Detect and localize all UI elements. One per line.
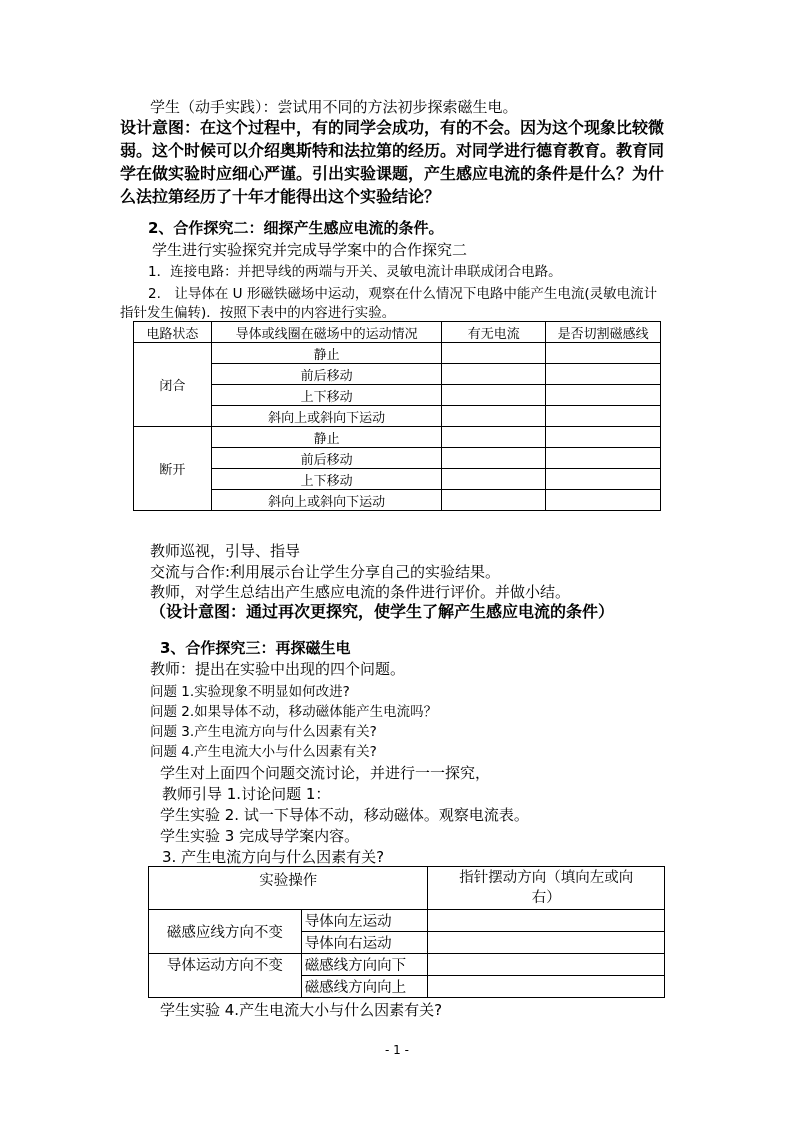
text-line: 3. 产生电流方向与什么因素有关?	[162, 848, 385, 866]
empty-cell	[442, 448, 546, 469]
operation-cell: 磁感线方向向下	[301, 954, 428, 976]
motion-cell: 上下移动	[211, 385, 442, 406]
question-line: 问题 2.如果导体不动，移动磁体能产生电流吗？	[150, 704, 438, 720]
design-intent-line: （设计意图：通过再次更探究，使学生了解产生感应电流的条件）	[150, 602, 615, 621]
motion-cell: 斜向上或斜向下运动	[211, 406, 442, 427]
text-line: 教师引导 1.讨论问题 1：	[162, 785, 331, 803]
motion-cell: 静止	[211, 427, 442, 448]
table-row	[134, 469, 661, 490]
empty-cell	[442, 427, 546, 448]
text-line: 学生（动手实践）：尝试用不同的方法初步探索磁生电。	[150, 98, 518, 116]
section-heading: 2、合作探究二：细探产生感应电流的条件。	[148, 219, 444, 237]
table-header: 实验操作	[149, 867, 428, 910]
condition-cell: 磁感应线方向不变	[149, 910, 302, 954]
empty-cell	[442, 490, 546, 511]
text-line: 学生实验 3 完成导学案内容。	[160, 827, 360, 845]
empty-cell	[546, 343, 661, 364]
text-line: 学生实验 4.产生电流大小与什么因素有关?	[160, 1001, 443, 1019]
operation-cell: 导体向右运动	[301, 932, 428, 954]
empty-cell	[546, 364, 661, 385]
table-row	[149, 910, 665, 932]
motion-cell: 斜向上或斜向下运动	[211, 490, 442, 511]
empty-cell	[428, 910, 665, 932]
table-header: 导体或线圈在磁场中的运动情况	[211, 322, 442, 343]
motion-cell: 前后移动	[211, 448, 442, 469]
circuit-state-cell: 闭合	[134, 343, 212, 427]
table-header-line: 指针摆动方向（填向左或向	[459, 870, 634, 886]
empty-cell	[546, 469, 661, 490]
table-header-row	[134, 322, 661, 343]
empty-cell	[442, 343, 546, 364]
table-row	[149, 954, 665, 976]
experiment-table-1	[133, 321, 661, 511]
experiment-table-2	[148, 866, 665, 998]
empty-cell	[546, 427, 661, 448]
text-line: 教师，对学生总结出产生感应电流的条件进行评价。并做小结。	[150, 583, 571, 601]
question-line: 问题 1.实验现象不明显如何改进?	[150, 684, 350, 700]
condition-cell: 导体运动方向不变	[149, 954, 302, 998]
empty-cell	[428, 932, 665, 954]
table-row	[134, 343, 661, 364]
table-header: 有无电流	[442, 322, 546, 343]
empty-cell	[546, 406, 661, 427]
table-header: 是否切割磁感线	[546, 322, 661, 343]
table-row	[134, 406, 661, 427]
section-heading: 3、合作探究三：再探磁生电	[160, 639, 351, 657]
text-line: 学生实验 2. 试一下导体不动，移动磁体。观察电流表。	[160, 806, 529, 824]
page-number: - 1 -	[385, 1043, 409, 1057]
operation-cell: 导体向左运动	[301, 910, 428, 932]
empty-cell	[442, 406, 546, 427]
table-row	[134, 448, 661, 469]
motion-cell: 上下移动	[211, 469, 442, 490]
design-intent-line: 学在做实验时应细心严谨。引出实验课题，产生感应电流的条件是什么？为什	[120, 164, 665, 183]
table-header-line: 右）	[531, 890, 561, 906]
empty-cell	[442, 364, 546, 385]
question-line: 问题 3.产生电流方向与什么因素有关?	[150, 724, 377, 740]
motion-cell: 前后移动	[211, 364, 442, 385]
operation-cell: 磁感线方向向上	[301, 976, 428, 998]
text-line: 交流与合作:利用展示台让学生分享自己的实验结果。	[150, 563, 501, 581]
circuit-state-cell: 断开	[134, 427, 212, 511]
text-line: 教师巡视，引导、指导	[150, 542, 301, 560]
empty-cell	[442, 469, 546, 490]
text-line: 教师：提出在实验中出现的四个问题。	[150, 660, 406, 678]
text-line: 学生进行实验探究并完成导学案中的合作探究二	[152, 241, 468, 259]
table-row	[134, 364, 661, 385]
question-line: 问题 4.产生电流大小与什么因素有关?	[150, 744, 377, 760]
text-line: 1．连接电路：并把导线的两端与开关、灵敏电流计串联成闭合电路。	[148, 264, 562, 280]
design-intent-line: 弱。这个时候可以介绍奥斯特和法拉第的经历。对同学进行德育教育。教育同	[120, 141, 665, 160]
empty-cell	[546, 448, 661, 469]
table-header	[428, 867, 665, 910]
text-line: 学生对上面四个问题交流讨论，并进行一一探究，	[160, 764, 491, 782]
table-header-row	[149, 867, 665, 910]
motion-cell: 静止	[211, 343, 442, 364]
design-intent-line: 设计意图：在这个过程中，有的同学会成功，有的不会。因为这个现象比较微	[120, 118, 665, 137]
empty-cell	[546, 385, 661, 406]
table-header: 电路状态	[134, 322, 212, 343]
text-line: 2. 让导体在 U 形磁铁磁场中运动，观察在什么情况下电路中能产生电流(灵敏电流计	[148, 286, 658, 302]
table-row	[134, 427, 661, 448]
design-intent-line: 么法拉第经历了十年才能得出这个实验结论？	[120, 187, 441, 206]
text-line: 指针发生偏转)．按照下表中的内容进行实验。	[120, 305, 396, 321]
empty-cell	[546, 490, 661, 511]
table-row	[134, 385, 661, 406]
empty-cell	[428, 976, 665, 998]
empty-cell	[442, 385, 546, 406]
empty-cell	[428, 954, 665, 976]
table-row	[134, 490, 661, 511]
